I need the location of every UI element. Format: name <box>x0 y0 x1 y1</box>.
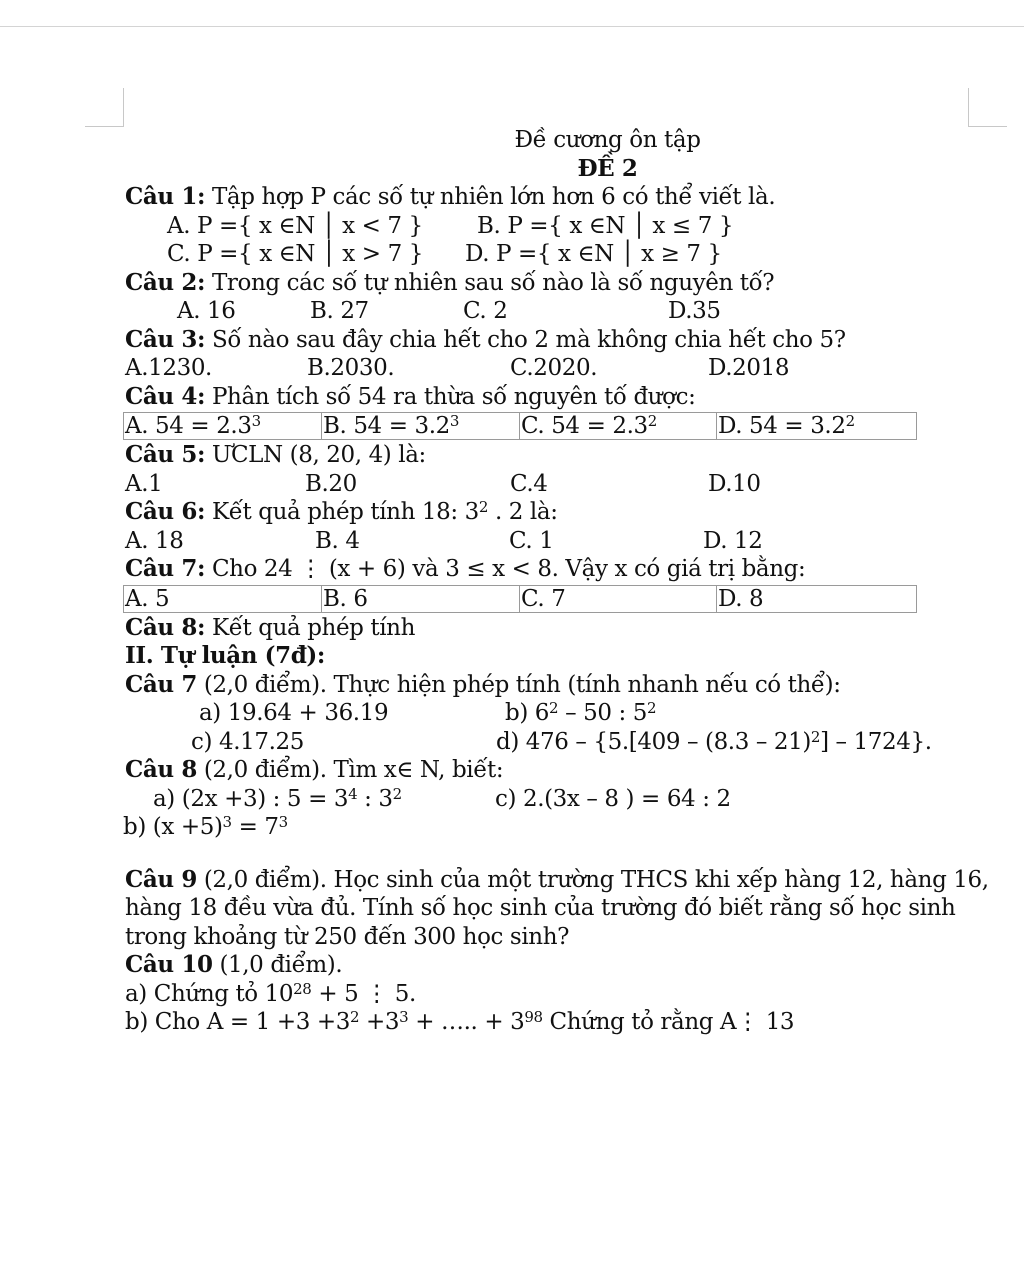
q7-stem <box>125 555 985 584</box>
q6-text-pre: Kết quả phép tính 18: 3 <box>205 499 479 525</box>
q5-option-d: D.10 <box>708 470 761 497</box>
q8-text: Kết quả phép tính <box>205 614 416 641</box>
q2-option-c: C. 2 <box>463 298 508 324</box>
e10-text: (1,0 điểm). <box>212 952 343 978</box>
q7-text: Cho 24 ⋮ (x + 6) và 3 ≤ x < 8. Vậy x có giá trị bằng: <box>205 556 806 582</box>
q1-option-d: D. P ={ x ∈N │ x ≥ 7 } <box>465 241 722 267</box>
e9-line2: hàng 18 đều vừa đủ. Tính số học sinh của trường đó biết rằng số học sinh <box>125 895 956 921</box>
q7-option-b: B. 6 <box>323 585 368 612</box>
q2-text: Trong các số tự nhiên sau số nào là số nguyên tố? <box>205 269 775 296</box>
e7-row1 <box>125 699 985 728</box>
e8-text: (2,0 điểm). Tìm x∈ N, biết: <box>196 757 504 783</box>
part2-heading <box>125 642 985 671</box>
e10-stem <box>125 951 985 980</box>
e10-part-a: a) Chứng tỏ $10^{28} + 5$ ⋮ 5. <box>125 979 416 1007</box>
q1-option-c: C. P ={ x ∈N │ x > 7 } <box>167 241 423 267</box>
e9-text1: (2,0 điểm). Học sinh của một trường THCS khi xếp hàng 12, hàng 16, <box>196 866 989 893</box>
e7-label: Câu 7 <box>125 670 197 698</box>
e8-part-a: a) (2x +3) : $5 = 3^4$ : $3^2$ <box>153 784 402 812</box>
q6-stem <box>125 498 985 527</box>
q1-text: Tập hợp P các số tự nhiên lớn hơn 6 có thể viết là. <box>205 184 776 210</box>
q6-option-d: D. 12 <box>703 527 763 554</box>
q2-option-b: B. 27 <box>310 298 369 324</box>
q7-label: Câu 7: <box>125 555 206 582</box>
e7-part-a: a) 19.64 + 36.19 <box>199 700 389 726</box>
q3-options <box>125 354 985 383</box>
q8-label: Câu 8: <box>125 613 206 641</box>
margin-corner-right <box>968 88 1007 127</box>
q1-option-a: A. P ={ x ∈N │ x < 7 } <box>167 212 423 239</box>
q2-label: Câu 2: <box>125 268 206 296</box>
q6-options <box>125 527 985 556</box>
q6-option-a: A. 18 <box>125 527 184 554</box>
e7-row2 <box>125 728 985 757</box>
q4-option-a: A. $54 = 2.3^3$ <box>125 412 261 439</box>
q2-options <box>125 297 985 326</box>
e9-line1 <box>125 865 989 895</box>
q4-option-d: D. $54 = 3.2^2$ <box>718 412 855 439</box>
q6-option-b: B. 4 <box>315 527 360 554</box>
q6-label: Câu 6: <box>125 498 206 525</box>
q5-stem <box>125 441 985 470</box>
q3-stem <box>125 326 985 355</box>
q1-label: Câu 1: <box>125 183 206 210</box>
e10-label: Câu 10 <box>125 951 213 978</box>
part2-heading-text: II. Tự luận (7đ): <box>125 642 326 669</box>
e8-part-c: c) 2.(3x – 8 ) = 64 : 2 <box>495 785 731 812</box>
q4-option-c: C. $54 = 2.3^2$ <box>521 412 657 439</box>
q5-option-b: B.20 <box>305 470 357 497</box>
q5-text: ƯCLN (8, 20, 4) là: <box>205 442 426 468</box>
q4-label: Câu 4: <box>125 382 206 410</box>
q3-label: Câu 3: <box>125 325 206 353</box>
q6-text-exp: 2 <box>478 498 489 516</box>
doc-subtitle <box>0 155 1024 184</box>
e8-row1 <box>125 785 985 814</box>
q7-options-table <box>123 585 917 613</box>
q2-stem <box>125 269 985 298</box>
q3-option-a: A.1230. <box>125 355 212 381</box>
e9-label: Câu 9 <box>125 865 197 893</box>
e7-part-c: c) 4.17.25 <box>191 728 304 755</box>
q8-stem <box>125 614 985 643</box>
e7-part-b: b) $6^2 - 50$ : $5^2$ <box>505 699 657 726</box>
q1-options-row2 <box>125 240 985 269</box>
q1-stem <box>125 183 985 212</box>
q1-options-row1 <box>125 212 985 241</box>
q3-text: Số nào sau đây chia hết cho 2 mà không chia hết cho 5? <box>205 326 846 353</box>
margin-corner-left <box>85 88 124 127</box>
doc-subtitle-text: ĐỀ 2 <box>577 154 638 182</box>
q7-option-c: C. 7 <box>521 585 566 612</box>
q3-option-d: D.2018 <box>708 355 790 381</box>
q6-text-post: . 2 là: <box>488 499 558 525</box>
q5-options <box>125 470 985 499</box>
blank-line <box>125 842 985 866</box>
e10-part-b: b) Cho $A = 1 +3 +3^2 +3^3$ + ….. + $3^{98}$ Chứng tỏ rằng A⋮ 13 <box>125 1008 795 1035</box>
q1-option-b: B. P ={ x ∈N │ x ≤ 7 } <box>477 212 734 239</box>
e9-line3: trong khoảng từ 250 đến 300 học sinh? <box>125 923 570 950</box>
q5-option-c: C.4 <box>510 470 548 497</box>
e8-label: Câu 8 <box>125 756 197 783</box>
doc-title: Đề cương ôn tập <box>514 127 701 153</box>
q4-text: Phân tích số 54 ra thừa số nguyên tố được: <box>205 383 696 410</box>
q6-option-c: C. 1 <box>509 527 554 554</box>
q7-option-a: A. 5 <box>125 585 170 612</box>
q3-option-c: C.2020. <box>510 355 598 381</box>
e7-text: (2,0 điểm). Thực hiện phép tính (tính nhanh nếu có thể): <box>196 671 841 698</box>
q2-option-d: D.35 <box>668 298 721 324</box>
e7-part-d: d) 476 – {5.[409 – (8.3 – 21)$^2$] – 1724}. <box>496 727 932 755</box>
e8-row2 <box>125 813 985 842</box>
q5-option-a: A.1 <box>125 470 163 497</box>
q2-option-a: A. 16 <box>177 298 236 324</box>
q7-option-d: D. 8 <box>718 585 764 612</box>
q4-stem <box>125 383 985 412</box>
e7-stem <box>125 671 985 700</box>
q3-option-b: B.2030. <box>307 355 395 381</box>
q5-label: Câu 5: <box>125 441 206 468</box>
q4-options-table <box>123 412 917 440</box>
q4-option-b: B. $54 = 3.2^3$ <box>323 412 460 439</box>
e8-stem <box>125 756 985 785</box>
document-body <box>123 126 989 1037</box>
e8-part-b: b) $(x +5)^3 = 7^3$ <box>123 813 288 840</box>
page-top-rule <box>0 26 1024 27</box>
